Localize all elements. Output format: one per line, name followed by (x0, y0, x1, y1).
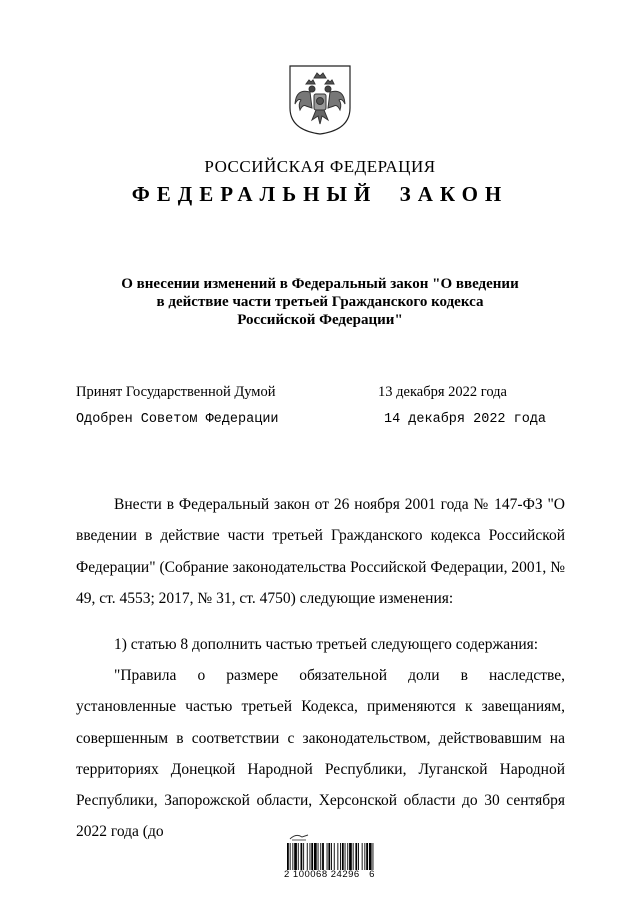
barcode-icon (286, 843, 376, 870)
barcode-mark-icon (288, 833, 310, 841)
adopted-date: 13 декабря 2022 года (378, 384, 507, 400)
document-type: ФЕДЕРАЛЬНЫЙ ЗАКОН (131, 182, 509, 206)
coat-of-arms-icon (288, 64, 352, 136)
body-intro-paragraph: Внести в Федеральный закон от 26 ноября 2001 года № 147-ФЗ "О введении в действие части третьей Гражданского кодекса Российской Федерации" (Собрание законодательства Российской Федерации, 2001, № 49, ст. 4553; 2017, № 31, ст. 4750) следующие изменения: (76, 496, 565, 607)
approved-date: 14 декабря 2022 года (384, 412, 547, 427)
law-title-line: О внесении изменений в Федеральный закон "О введении (121, 276, 519, 292)
approved-by-council-label: Одобрен Советом Федерации (76, 412, 279, 427)
barcode-number: 2 100068 24296 6 (284, 869, 375, 880)
law-title-line: в действие части третьей Гражданского кодекса (156, 294, 484, 310)
body-item-1-paragraph: 1) статью 8 дополнить частью третьей следующего содержания: (114, 636, 539, 653)
law-title-line: Российской Федерации" (237, 312, 403, 328)
law-title (80, 275, 560, 329)
adopted-by-duma-label: Принят Государственной Думой (76, 384, 276, 400)
country-name: РОССИЙСКАЯ ФЕДЕРАЦИЯ (204, 157, 436, 176)
body-quote-paragraph: "Правила о размере обязательной доли в наследстве, установленные частью третьей Кодекса, применяются к завещаниям, совершенным в соответствии с законодательством, действовавшим на территориях Донецкой Народной Республики, Луганской Народной Республики, Запорожской области, Херсонской области до 30 сентября 2022 года (до (76, 667, 565, 841)
